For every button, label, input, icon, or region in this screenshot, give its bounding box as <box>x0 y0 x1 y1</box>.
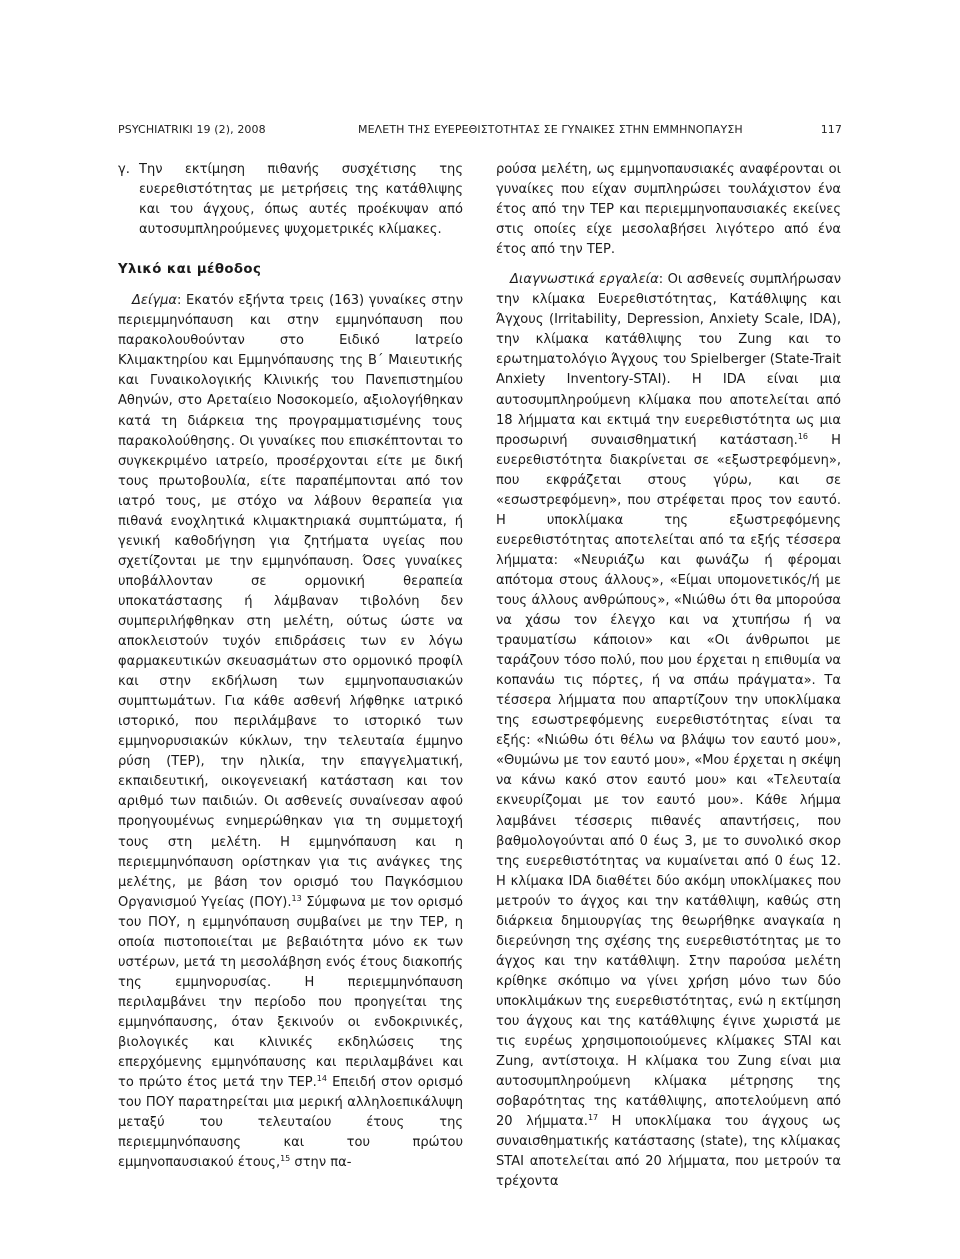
paragraph-continuation: ρούσα μελέτη, ως εμμηνοπαυσιακές αναφέρονται οι γυναίκες που είχαν συμπληρώσει τουλάχιστον ένα έτος από την ΤΕΡ και περιεμμηνοπαυσιακές εκείνες στις οποίες είχε μεσολαβήσει λιγότερο από ένα έτος από την ΤΕΡ. <box>496 162 841 258</box>
footnote-ref: 13 <box>291 893 302 903</box>
list-item <box>118 160 463 240</box>
list-text: Την εκτίμηση πιθανής συσχέτισης της ευερεθιστότητας με μετρήσεις της κατάθλιψης και του άγχους, όπως αυτές προέκυψαν από αυτοσυμπληρούμενες ψυχομετρικές κλίμακες. <box>139 162 463 238</box>
paragraph-lead: Δείγμα <box>132 293 178 309</box>
paragraph-lead: Διαγνωστικά εργαλεία <box>510 272 659 288</box>
paragraph-text: Η ευερεθιστότητα διακρίνεται σε «εξωστρεφόμενη», που εκφράζεται στους γύρω, και σε «εσωστρεφόμενη», που στρέφεται προς τον εαυτό. Η υποκλίμακα της εξωστρεφόμενης ευερεθιστότητας αποτελείται από τα εξής τέσσερα λήμματα: «Νευριάζω και φωνάζω ή φέρομαι απότομα στους άλλους», «Είμαι υπομονετικός/ή με τους άλλους ανθρώπους», «Νιώθω ότι θα μπορούσα να χάσω τον έλεγχο και να χτυπήσω ή να τραυματίσω κάποιον» και «Οι άνθρωποι με ταράζουν τόσο πολύ, που μου έρχεται η επιθυμία να κοπανάω τις πόρτες, ή να σπάω πράγματα». Τα τέσσερα λήμματα που απαρτίζουν την υποκλίμακα της εσωστρεφόμενης ευερεθιστότητας είναι τα εξής: «Νιώθω ότι θέλω να βλάψω τον εαυτό μου», «Θυμώνω με τον εαυτό μου», «Μου έρχεται η σκέψη να κάνω κακό στον εαυτό μου» και «Τελευταία εκνευρίζομαι με τον εαυτό μου». Κάθε λήμμα λαμβάνει τέσσερις πιθανές απαντήσεις, που βαθμολογούνται από 0 έως 3, με το συνολικό σκορ της ευερεθιστότητας να κυμαίνεται από 0 έως 12. Η κλίμακα IDA διαθέτει δύο ακόμη υποκλίμακες που μετρούν το άγχος και την κατάθλιψη, καθώς στη διάρκεια δημιουργίας της θεωρήθηκε αναγκαία η διερεύνηση της σχέσης της ευερεθιστότητας με το άγχος και την κατάθλιψη. Στην παρούσα μελέτη κρίθηκε σκόπιμο να γίνει χρήση μόνο των δύο υποκλιμάκων της ευερεθιστότητας, ενώ η εκτίμηση του άγχους και της κατάθλιψης έγινε χωριστά με τις ευρέως χρησιμοποιούμενες κλίμακες STAI και Zung, αντίστοιχα. Η κλίμακα του Zung είναι μια αυτοσυμπληρούμενη κλίμακα μέτρησης της σοβαρότητας της κατάθλιψης, αποτελούμενη από 20 λήμματα. <box>496 432 841 1130</box>
paragraph-text: Σύμφωνα με τον ορισμό του ΠΟΥ, η εμμηνόπαυση συμβαίνει με την ΤΕΡ, η οποία πιστοποιείται με βεβαιότητα μόνο εκ των υστέρων, μετά τη μεσολάβηση ενός έτους διακοπής της εμμηνορυσίας. Η περιεμμηνόπαυση περιλαμβάνει την περίοδο που προηγείται της εμμηνόπαυσης, όταν ξεκινούν οι ενδοκρινικές, βιολογικές και κλινικές εκδηλώσεις της επερχόμενης εμμηνόπαυσης και περιλαμβάνει και το πρώτο έτος μετά την ΤΕΡ. <box>118 894 464 1091</box>
paragraph-text: Επειδή στον ορισμό του ΠΟΥ παρατηρείται μια μερική αλληλοεπικάλυψη μεταξύ του τελευταίου έτους της περιεμμηνόπαυσης και του πρώτου εμμηνοπαυσιακού έτους, <box>118 1075 464 1171</box>
section-heading: Υλικό και μέθοδος <box>118 262 262 278</box>
paragraph-tools <box>496 270 841 1192</box>
footnote-ref: 17 <box>587 1113 599 1123</box>
running-title: ΜΕΛΕΤΗ ΤΗΣ ΕΥΕΡΕΘΙΣΤΟΤΗΤΑΣ ΣΕ ΓΥΝΑΙΚΕΣ ΣΤΗΝ ΕΜΜΗΝΟΠΑΥΣΗ <box>358 123 743 136</box>
paragraph-text: : Οι ασθενείς συμπλήρωσαν την κλίμακα Ευερεθιστότητας, Κατάθλιψης και Άγχους (Irritability, Depression, Anxiety Scale, IDA), την κλίμακα κατάθλιψης του Zung και το ερωτηματολόγιο Άγχους του Spielberger (State-Trait Anxiety Inventory-STAI). Η IDA είναι μια αυτοσυμπληρούμενη κλίμακα που αποτελείται από 18 λήμματα και εκτιμά την ευερεθιστότητα ως μια προσωρινή συναισθηματική κατάσταση. <box>496 272 842 448</box>
right-column <box>496 160 841 1192</box>
footnote-ref: 16 <box>797 431 809 441</box>
journal-citation: PSYCHIATRIKI 19 (2), 2008 <box>118 123 266 136</box>
paragraph-sample <box>118 291 463 1173</box>
page-number: 117 <box>820 123 842 136</box>
running-head <box>118 123 842 139</box>
footnote-ref: 15 <box>280 1154 291 1164</box>
list-label: γ. <box>118 162 130 177</box>
paragraph-text: Η υποκλίμακα του άγχους ως συναισθηματικής κατάστασης (state), της κλίμακας STAI αποτελείται από 20 λήμματα, που μετρούν τα τρέχοντα <box>496 1114 842 1190</box>
footnote-ref: 14 <box>316 1074 327 1084</box>
paragraph-text: : Εκατόν εξήντα τρεις (163) γυναίκες στην περιεμμηνόπαυση και στην εμμηνόπαυση που παρακολουθούνταν στο Ειδικό Ιατρείο Κλιμακτηρίου και Εμμηνόπαυσης της Β΄ Μαιευτικής και Γυναικολογικής Κλινικής του Πανεπιστημίου Αθηνών, στο Αρεταίειο Νοσοκομείο, αξιολογήθηκαν κατά τη διάρκεια της προγραμματισμένης τους παρακολούθησης. Οι γυναίκες που επισκέπτονται το συγκεκριμένο ιατρείο, προσέρχονται είτε με δική τους πρωτοβουλία, είτε παραπέμπονται από τον ιατρό τους, με στόχο να λάβουν θεραπεία για πιθανά ενοχλητικά κλιμακτηριακά συμπτώματα, ή γενική καθοδήγηση για ζητήματα υγείας που σχετίζονται με την εμμηνόπαυση. Όσες γυναίκες υποβάλλονταν σε ορμονική θεραπεία υποκατάστασης ή λάμβαναν τιβολόνη δεν συμπεριλήφθηκαν στη μελέτη, ούτως ώστε να αποκλειστούν τυχόν επιδράσεις των εν λόγω φαρμακευτικών σκευασμάτων στο ορμονικό προφίλ και στην εκδήλωση των εμμηνοπαυσιακών συμπτωμάτων. Για κάθε ασθενή λήφθηκε ιατρικό ιστορικό, που περιλάμβανε το ιστορικό των εμμηνορυσιακών κύκλων, την τελευταία έμμηνο ρύση (ΤΕΡ), την ηλικία, την επαγγελματική, εκπαιδευτική, οικογενειακή κατάσταση και τον αριθμό των παιδιών. Οι ασθενείς συναίνεσαν αφού προηγουμένως ενημερώθηκαν για τη συμμετοχή τους στη μελέτη. Η εμμηνόπαυση και η περιεμμηνόπαυση ορίστηκαν για τις ανάγκες της μελέτης, με βάση τον ορισμό του Παγκόσμιου Οργανισμού Υγείας (ΠΟΥ). <box>118 293 463 910</box>
paragraph-text: στην πα- <box>290 1155 352 1171</box>
left-column <box>118 160 463 1173</box>
